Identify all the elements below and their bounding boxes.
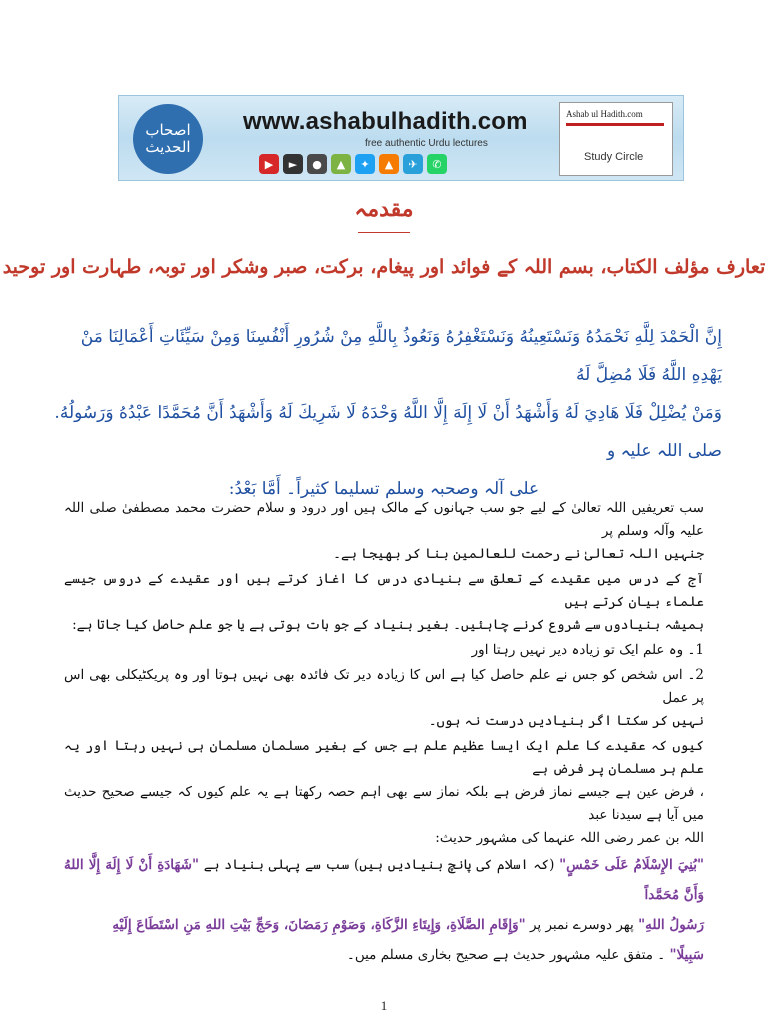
apple-icon[interactable]: ●	[307, 154, 327, 174]
arabic-khutbah	[46, 318, 722, 508]
vlc-icon[interactable]: ▲	[379, 154, 399, 174]
site-banner	[118, 95, 684, 181]
list-item: 1۔ وہ علم ایک تو زیادہ دیر نہیں رہتا اور	[471, 642, 704, 658]
youtube-icon[interactable]: ▶	[259, 154, 279, 174]
paragraph-line: ، فرض عین ہے جیسے نماز فرض ہے بلکہ نماز سے بھی اہم حصہ رکھتا ہے یہ علم کیوں کہ جیسے صحیح حدیث میں آیا ہے سیدنا عبد	[64, 784, 704, 823]
hadith-arabic: "بُنِيَ الإِسْلَامُ عَلَى خَمْسٍ"	[559, 857, 704, 873]
arabic-line: علی آلہ وصحبہ وسلم تسلیما کثیراً۔ أَمَّا بَعْدُ:	[228, 479, 540, 499]
paragraph-line: سب تعریفیں اللہ تعالیٰ کے لیے جو سب جہانوں کے مالک ہیں اور درود و سلام حضرت محمد مصطفیٰ صلی اللہ علیہ وآلہ وسلم پر	[64, 500, 704, 539]
twitter-icon[interactable]: ✦	[355, 154, 375, 174]
arabic-line: وَمَنْ يُضْلِلْ فَلَا هَادِيَ لَهُ وَأَشْهَدُ أَنْ لَا إِلَهَ إِلَّا اللَّهُ وَحْدَهُ لَا شَرِيكَ لَهُ وَأَشْهَدُ أَنَّ مُحَمَّدًا عَبْدُهُ وَرَسُولُهُ. صلی اللہ علیہ و	[54, 403, 722, 461]
page-number: 1	[380, 998, 388, 1013]
hadith-arabic: "شَهَادَةِ أَنْ لَا إِلَهَ إِلَّا اللهُ وَأَنَّ مُحَمَّداً	[64, 857, 704, 903]
hadith-urdu: (کہ اسلام کی پانچ بنیادیں ہیں) سب سے پہلی بنیاد ہے	[203, 857, 555, 873]
telegram-icon[interactable]: ✈	[403, 154, 423, 174]
study-circle-bar	[566, 123, 664, 126]
hadith-line	[64, 910, 704, 940]
hadith-line	[64, 850, 704, 910]
study-circle-title: Ashab ul Hadith.com	[566, 109, 643, 119]
study-circle-label: Study Circle	[584, 151, 644, 163]
android-icon[interactable]: ▲	[331, 154, 351, 174]
paragraph-line: ہمیشہ بنیادوں سے شروع کرنے چاہئیں۔ بغیر بنیاد کے جو بات ہوتی ہے یا جو علم حاصل کیا جاتا ہے:	[72, 617, 704, 633]
body-text	[64, 497, 704, 970]
arabic-line: إِنَّ الْحَمْدَ لِلَّهِ نَحْمَدُهُ وَنَسْتَعِينُهُ وَنَسْتَغْفِرُهُ وَنَعُوذُ بِاللَّهِ مِنْ شُرُورِ أَنْفُسِنَا وَمِنْ سَيِّئَاتِ أَعْمَالِنَا مَنْ يَهْدِهِ اللَّهُ فَلَا مُضِلَّ لَهُ	[80, 327, 722, 385]
hadith-urdu: ۔ متفق علیہ مشہور حدیث ہے صحیح بخاری مسلم میں۔	[346, 947, 666, 963]
ashabulhadith-logo: اصحاب الحدیث	[133, 104, 203, 174]
page-title: مقدمہ	[354, 196, 414, 222]
paragraph-line: جنہیں اللہ تعالیٰ نے رحمت للعالمین بنا کر بھیجا ہے۔	[333, 546, 704, 562]
hadith-urdu: پھر دوسرے نمبر پر	[529, 917, 634, 933]
paragraph-line: اللہ بن عمر رضی اللہ عنہما کی مشہور حدیث:	[435, 830, 704, 846]
hadith-line	[64, 940, 704, 970]
title-underline	[358, 232, 410, 233]
play-icon[interactable]: ►	[283, 154, 303, 174]
paragraph-line: نہیں کر سکتا اگر بنیادیں درست نہ ہوں۔	[428, 713, 704, 729]
paragraph-line: کیوں کہ عقیدے کا علم ایک ایسا عظیم علم ہے جس کے بغیر مسلمان مسلمان ہی نہیں رہتا اور یہ علم ہر مسلمان پر فرض ہے	[64, 738, 704, 777]
list-item: 2۔ اس شخص کو جس نے علم حاصل کیا ہے اس کا زیادہ دیر تک فائدہ بھی نہیں ہوتا اور وہ پریکٹیکلی بھی اس پر عمل	[64, 667, 704, 706]
hadith-arabic: سَبِيلًا"	[669, 947, 704, 963]
site-tagline: free authentic Urdu lectures	[365, 138, 488, 149]
study-circle-logo	[559, 102, 673, 176]
hadith-arabic: رَسُولُ اللهِ"	[638, 917, 704, 933]
social-icons	[259, 154, 447, 174]
site-url[interactable]: www.ashabulhadith.com	[243, 108, 528, 135]
paragraph-line: آج کے درس میں عقیدے کے تعلق سے بنیادی درس کا اغاز کرتے ہیں اور عقیدے کے دروس جیسے علماء بیان کرتے ہیں	[64, 571, 704, 610]
hadith-arabic: "وَإِقَامِ الصَّلَاةِ، وَإِيتَاءِ الزَّكَاةِ، وَصَوْمِ رَمَضَانَ، وَحَجِّ بَيْتِ اللهِ مَنِ اسْتَطَاعَ إِلَيْهِ	[112, 917, 526, 933]
page-subtitle: تعارف مؤلف الکتاب، بسم اللہ کے فوائد اور پیغام، برکت، صبر وشکر اور توبہ، طہارت اور توحید	[2, 256, 766, 278]
whatsapp-icon[interactable]: ✆	[427, 154, 447, 174]
